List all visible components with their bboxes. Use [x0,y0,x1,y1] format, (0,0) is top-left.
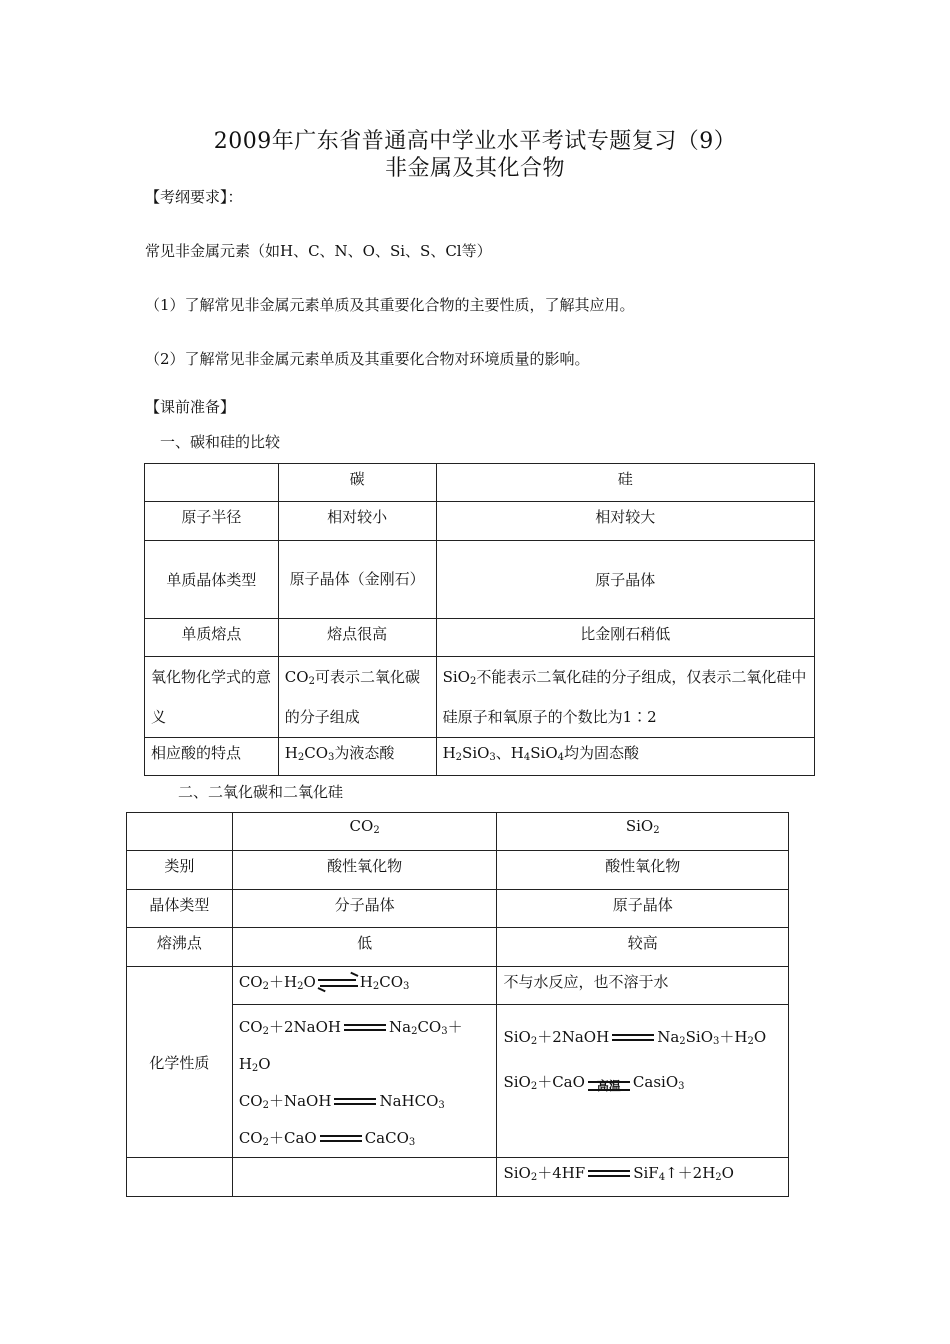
table-cell: 不与水反应，也不溶于水 [497,967,789,1005]
table-cell [127,1158,233,1197]
reactions-co2 [232,1005,497,1158]
subscript: 2 [308,676,315,687]
table-row [145,738,815,776]
syllabus-requirement-2: （2）了解常见非金属元素单质及其重要化合物对环境质量的影响。 [145,350,590,368]
table-row [127,813,789,851]
row-label: 氧化物化学式的意义 [145,657,279,738]
reaction-sio2-naoh: SiO$_2$＋2NaOH $Na_2SiO_3+H_2O$ [503,1028,767,1047]
formula: SiO [442,668,470,686]
table-cell: 酸性氧化物 [497,851,789,890]
table-row [127,890,789,928]
syllabus-intro: 常见非金属元素（如H、C、N、O、Si、S、Cl等） [145,242,492,260]
document-subtitle: 非金属及其化合物 [384,156,565,181]
row-label: 熔沸点 [127,928,233,967]
document-title: 2009年广东省普通高中学业水平考试专题复习（9） [213,129,737,154]
table-row [127,851,789,890]
table-row [145,657,815,738]
equals-sign-icon [332,1097,378,1107]
table-cell: $H_2CO_3$为液态酸 [278,738,436,776]
section-2-heading: 二、二氧化碳和二氧化硅 [178,783,344,801]
row-label: 单质晶体类型 [145,541,279,619]
table-cell-text: 可表示二氧化碳的分子组成 [284,668,420,726]
reactions-sio2 [497,1005,789,1158]
row-label: 类别 [127,851,233,890]
row-label: 晶体类型 [127,890,233,928]
table-cell: 原子晶体 [497,890,789,928]
table-row [127,967,789,1005]
section-1-heading: 一、碳和硅的比较 [160,433,281,451]
table-row [127,928,789,967]
reaction-co2-water: $CO_2+H_2O$ $H_2CO_3$ [232,967,497,1005]
row-label: 单质熔点 [145,619,279,657]
prep-heading: 【课前准备】 [145,398,236,416]
table-cell-text: 为液态酸 [334,744,395,762]
formula: CO [284,668,309,686]
table-cell: 比金刚石稍低 [436,619,814,657]
equals-sign-icon [318,1134,364,1144]
table-cell-text: 不能表示二氧化硅的分子组成，仅表示二氧化硅中硅原子和氧原子的个数比为1∶2 [442,668,807,726]
subscript: 2 [469,676,477,687]
table-cell [232,1158,497,1197]
syllabus-requirement-1: （1）了解常见非金属元素单质及其重要化合物的主要性质，了解其应用。 [145,296,635,314]
table-cell: 酸性氧化物 [232,851,497,890]
table-row [145,464,815,502]
table-row [145,619,815,657]
reaction-co2-naoh-2: $CO_2+2NaOH$ $Na_2CO_3+H_2O$ [238,1018,463,1074]
table-cell: 较高 [497,928,789,967]
table-cell: 相对较大 [436,502,814,541]
row-label-chemical-properties: 化学性质 [127,967,233,1158]
reversible-arrow-icon [316,977,360,989]
column-header-silicon: 硅 [436,464,814,502]
table-cell: 分子晶体 [232,890,497,928]
column-header-carbon: 碳 [278,464,436,502]
column-header-sio2: SiO$_2$ [497,813,789,851]
reaction-sio2-hf: SiO$_2$＋4HF $SiF_4↑+2H_2O$ [497,1158,789,1197]
table-cell [436,657,814,738]
reaction-sio2-cao: SiO$_2$＋CaO 高温 CasiO$_3$ [503,1060,782,1105]
row-label: 相应酸的特点 [145,738,279,776]
column-header-co2: $CO_2$ [232,813,497,851]
equals-sign-icon [342,1023,388,1033]
oxides-table [126,812,789,1197]
table-row [145,502,815,541]
table-cell [278,657,436,738]
table-cell-text: 均为固态酸 [564,744,640,762]
high-temperature-equals-icon [586,1074,632,1092]
table-cell: 原子晶体 [436,541,814,619]
row-label: 原子半径 [145,502,279,541]
table-cell: 低 [232,928,497,967]
table-cell [145,464,279,502]
condition-label: 高温 [596,1079,621,1093]
table-cell [127,813,233,851]
equals-sign-icon [610,1033,656,1043]
reaction-co2-cao: $CO_2+CaO$ CaCO$_3$ [238,1129,416,1148]
table-cell: $H_2SiO_3$、$H_4SiO_4$均为固态酸 [436,738,814,776]
table-row [145,541,815,619]
table-row [127,1158,789,1197]
carbon-silicon-table [144,463,815,776]
table-cell: 熔点很高 [278,619,436,657]
table-cell: 原子晶体（金刚石） [278,541,436,619]
table-cell: 相对较小 [278,502,436,541]
syllabus-heading: 【考纲要求】： [145,188,243,206]
reaction-co2-naoh: $CO_2+NaOH$ NaHCO$_3$ [238,1092,445,1111]
equals-sign-icon [586,1169,632,1179]
